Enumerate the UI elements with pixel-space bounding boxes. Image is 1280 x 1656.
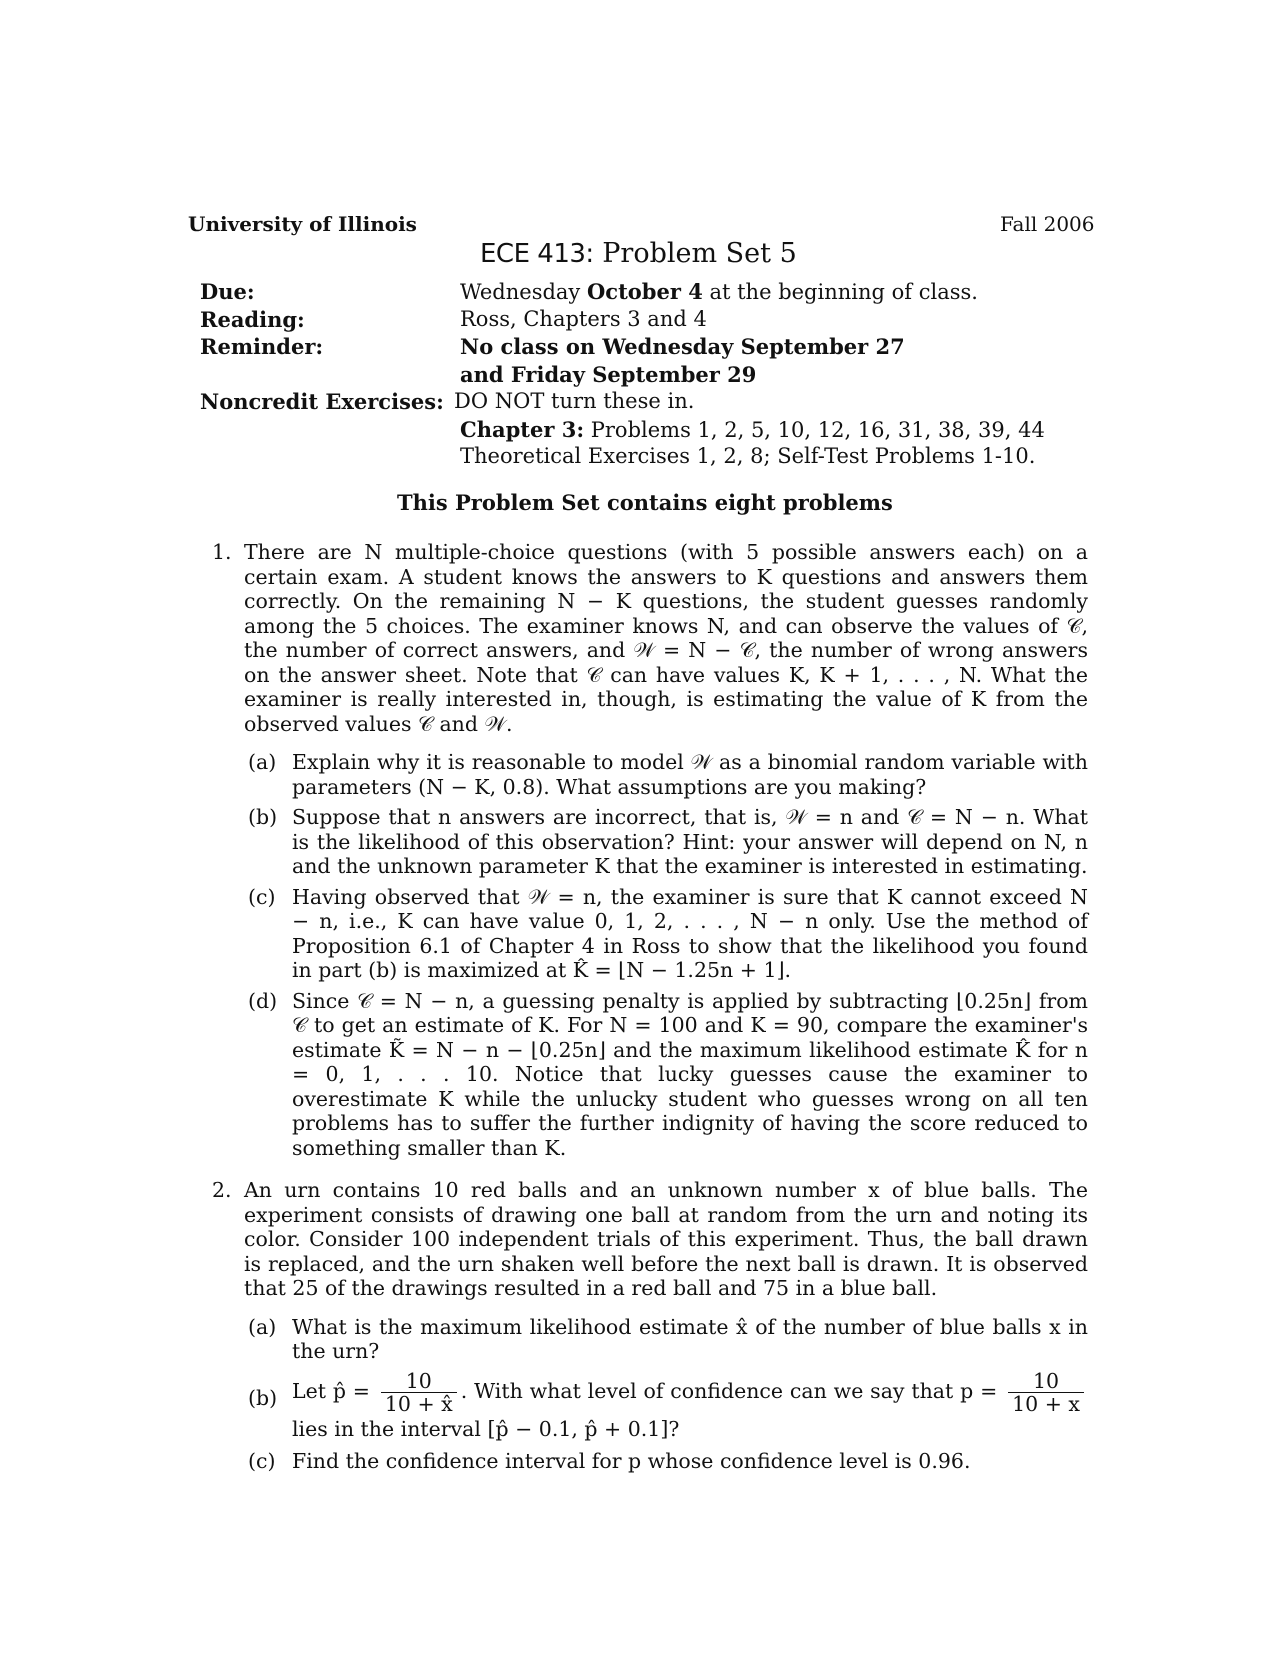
problem-2 [212,1178,1088,1473]
subpart-text: Suppose that n answers are incorrect, that is, 𝒲 = n and 𝒞 = N − n. What is the likelihood of this observation? Hint: your answer will depend on N, n and the unknown parameter K that the examiner is interested in estimating. [292,805,1088,878]
noncredit-line-2 [460,416,1045,445]
page-title [480,238,797,269]
fraction-denominator: 10 + x̂ [384,1391,453,1416]
due-label: Due: [200,279,255,304]
due-pre: Wednesday [460,280,587,304]
chapter-problems: Problems 1, 2, 5, 10, 12, 16, 31, 38, 39, 44 [584,417,1045,442]
noncredit-line-3: Theoretical Exercises 1, 2, 8; Self-Test Problems 1-10. [460,444,1036,468]
due-date: October 4 [586,279,703,304]
term-label: Fall 2006 [1000,212,1095,236]
subpart-c [248,1448,1088,1474]
problem-number: 2. [212,1178,232,1202]
subpart-b [248,1368,1088,1443]
subpart-c [248,884,1088,983]
fraction-p-hat [381,1370,457,1415]
subpart-label: (a) [248,1314,277,1339]
subpart-label: (b) [248,1385,278,1410]
course-code: ECE 413: [480,239,594,269]
subpart-label: (b) [248,805,278,829]
problem-count-heading: This Problem Set contains eight problems [397,490,893,515]
subpart-text: What is the maximum likelihood estimate x̂ of the number of blue balls x in the urn? [292,1314,1088,1363]
fraction-p [1008,1370,1084,1415]
fraction-numerator: 10 [381,1370,457,1393]
subpart-a [248,1314,1088,1364]
reminder-line-2: and Friday September 29 [460,361,757,387]
reading-label: Reading: [200,306,305,332]
due-value [460,278,978,307]
subpart-label: (c) [248,884,276,909]
subpart-text: Explain why it is reasonable to model 𝒲 as a binomial random variable with parameters (N − K, 0.8). What assumptions are you making? [292,750,1088,799]
subparts [244,1315,1088,1474]
title-text: Problem Set 5 [602,238,797,269]
subpart-text: Since 𝒞 = N − n, a guessing penalty is applied by subtracting ⌊0.25n⌋ from 𝒞 to get an estimate of K. For N = 100 and K = 90, compare the examiner's estimate K̃ = N − n − ⌊0.25n⌋ and the maximum likelihood estimate K̂ for n = 0, 1, . . . 10. Notice that lucky guesses cause the examiner to overestimate K while the unlucky student who guesses wrong on all ten problems has to suffer the further indignity of having the score reduced to something smaller than K. [292,988,1088,1160]
chapter-label: Chapter 3: [460,416,585,442]
due-post: at the beginning of class. [702,280,978,304]
problem-text: An urn contains 10 red balls and an unknown number x of blue balls. The experiment consists of drawing one ball at random from the urn and noting its color. Consider 100 independent trials of this experiment. Thus, the ball drawn is replaced, and the urn shaken well before the next ball is drawn. It is observed that 25 of the drawings resulted in a red ball and 75 in a blue ball. [244,1178,1088,1300]
reminder-label: Reminder: [200,334,324,359]
subpart-b [248,805,1088,879]
subpart-d [248,988,1088,1161]
fraction-denominator: 10 + x [1012,1391,1080,1416]
problem-text: There are N multiple-choice questions (with 5 possible answers each) on a certain exam. A student knows the answers to K questions and answers them correctly. On the remaining N − K questions, the student guesses randomly among the 5 choices. The examiner knows N, and can observe the values of 𝒞, the number of correct answers, and 𝒲 = N − 𝒞, the number of wrong answers on the answer sheet. Note that 𝒞 can have values K, K + 1, . . . , N. What the examiner is really interested in, though, is estimating the value of K from the observed values 𝒞 and 𝒲. [244,540,1088,736]
subpart-label: (c) [248,1448,276,1473]
subpart-text: Having observed that 𝒲 = n, the examiner is sure that K cannot exceed N − n, i.e., K can have value 0, 1, 2, . . . , N − n only. Use the method of Proposition 6.1 of Chapter 4 in Ross to show that the likelihood you found in part (b) is maximized at K̂ = ⌊N − 1.25n + 1⌋. [292,884,1088,982]
reminder-line-1: No class on Wednesday September 27 [460,334,905,359]
problem-number: 1. [212,540,232,564]
noncredit-line-1: DO NOT turn these in. [454,389,695,413]
problem-1 [212,540,1088,1160]
subpart-label: (d) [248,988,278,1013]
problem-list [212,540,1088,1479]
subpart-label: (a) [248,750,277,774]
subpart-text: Find the confidence interval for p whose confidence level is 0.96. [292,1448,971,1473]
subpart-a [248,750,1088,799]
reading-value: Ross, Chapters 3 and 4 [460,306,707,331]
subpart-text-mid: . With what level of confidence can we say that p = [460,1378,998,1403]
subpart-text-post: lies in the interval [p̂ − 0.1, p̂ + 0.1]? [292,1416,680,1441]
subparts [244,750,1088,1160]
fraction-numerator: 10 [1008,1370,1084,1393]
noncredit-label: Noncredit Exercises: [200,389,444,414]
institution-name: University of Illinois [188,212,417,236]
subpart-text-pre: Let p̂ = [292,1378,370,1403]
